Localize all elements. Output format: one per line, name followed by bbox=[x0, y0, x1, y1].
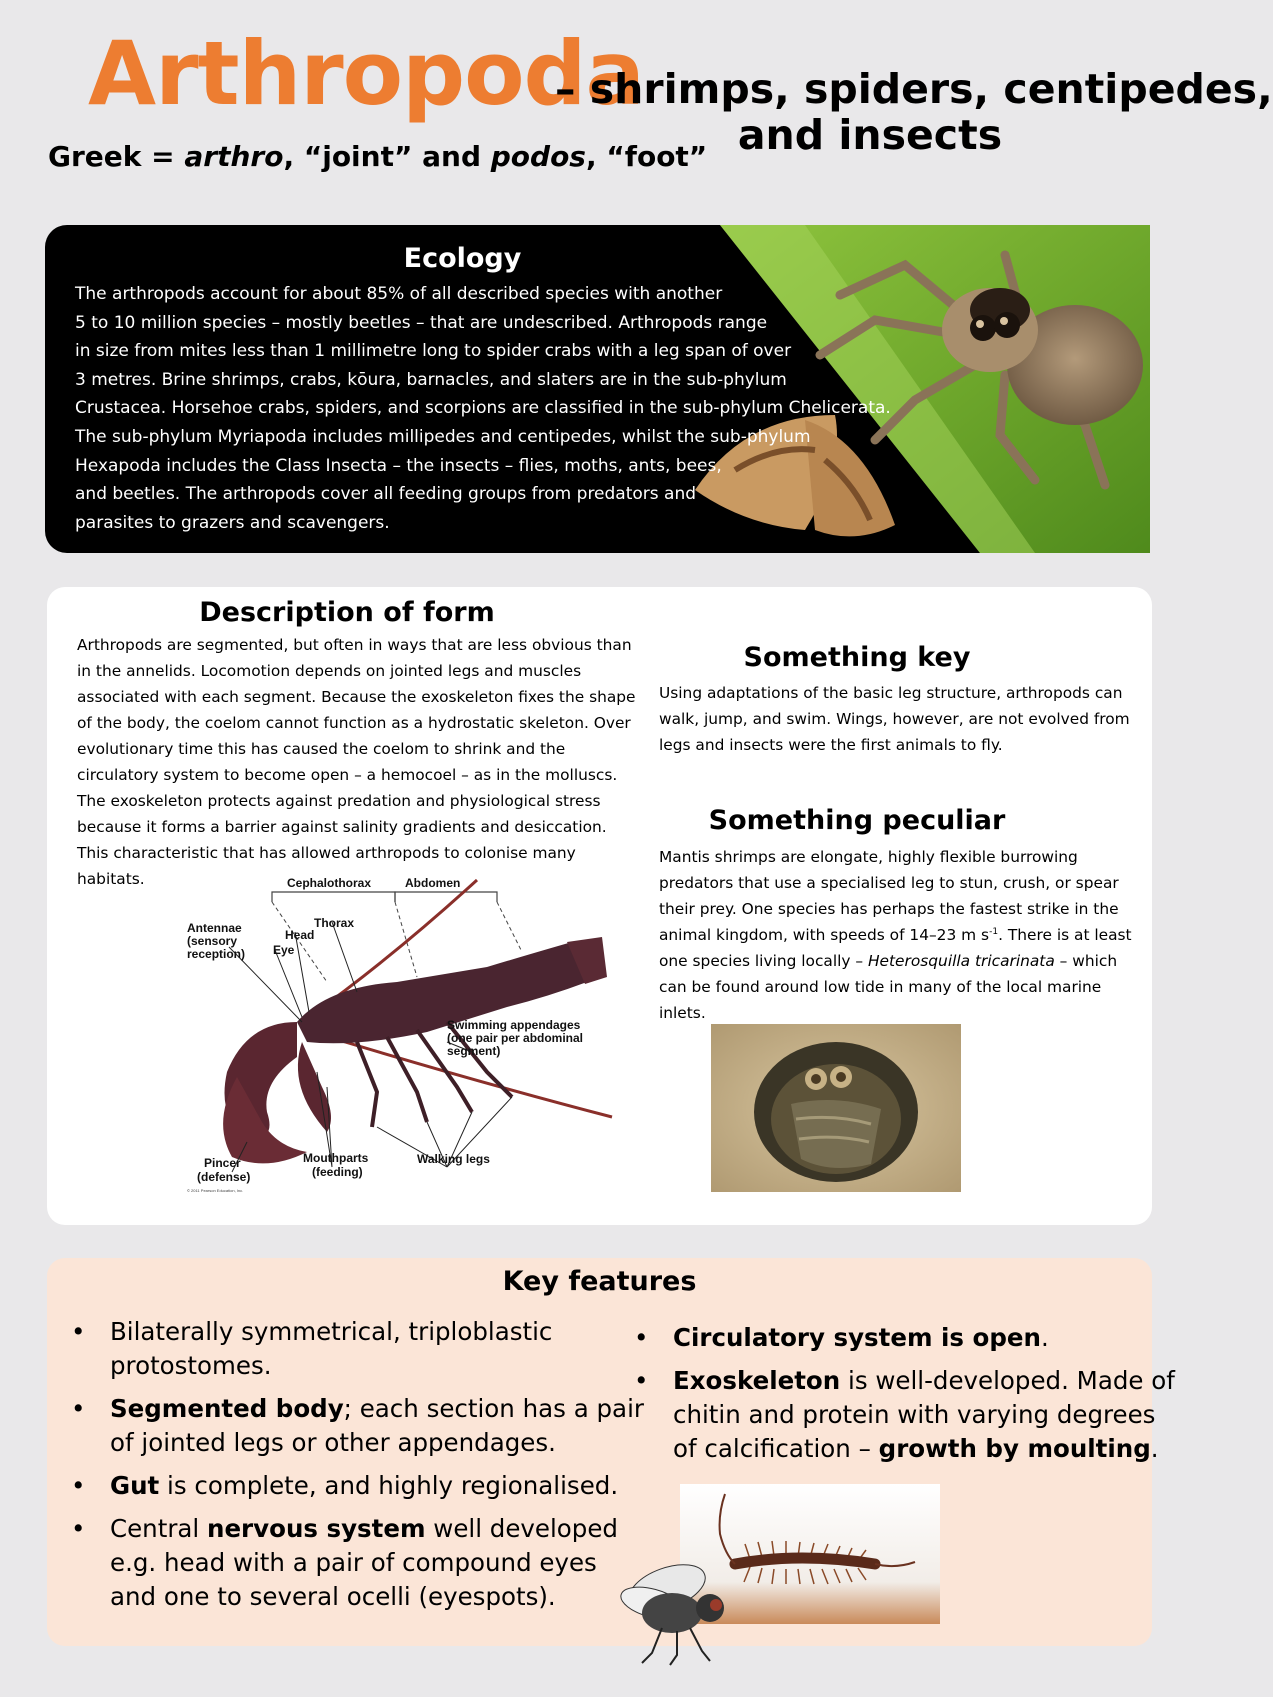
etymology-word: arthro bbox=[184, 140, 284, 173]
something-peculiar-line: predators that use a specialised leg to stun, crush, or spear bbox=[659, 874, 1119, 892]
ecology-panel bbox=[45, 225, 1150, 553]
feature-text: Bilaterally symmetrical, triploblastic bbox=[110, 1317, 553, 1346]
feature-bold: Gut bbox=[110, 1471, 160, 1500]
etymology-prefix: Greek = bbox=[48, 140, 185, 173]
ecology-line: and beetles. The arthropods cover all feeding groups from predators and bbox=[75, 484, 697, 505]
species-name: Heterosquilla tricarinata bbox=[867, 952, 1055, 970]
etymology bbox=[48, 140, 707, 173]
feature-rest: of calcification – bbox=[673, 1434, 879, 1463]
feature-text bbox=[110, 1469, 644, 1503]
label-swimming: Swimming appendages bbox=[447, 1018, 581, 1032]
subtitle-line: and insects bbox=[737, 111, 1003, 159]
feature-item bbox=[47, 1392, 644, 1460]
description-body bbox=[77, 632, 636, 892]
feature-bold: growth by moulting bbox=[878, 1434, 1151, 1463]
label-cephalothorax: Cephalothorax bbox=[287, 876, 372, 890]
something-peculiar-body bbox=[659, 844, 1132, 1026]
key-features-list-left bbox=[47, 1315, 644, 1623]
speed-text: . There is at least bbox=[998, 926, 1132, 944]
bullet: • bbox=[71, 1317, 86, 1346]
feature-rest: ; each section has a pair bbox=[343, 1394, 644, 1423]
mantis-shrimp-photo bbox=[711, 1024, 961, 1192]
bullet: • bbox=[634, 1323, 649, 1352]
speed-text: animal kingdom, with speeds of 14–23 m s bbox=[659, 926, 990, 944]
label-pincer-sub: (defense) bbox=[197, 1170, 251, 1184]
something-key-heading: Something key bbox=[743, 642, 971, 673]
description-line: associated with each segment. Because the exoskeleton fixes the shape bbox=[77, 688, 636, 706]
description-line: because it forms a barrier against salinity gradients and desiccation. bbox=[77, 818, 607, 836]
label-head: Head bbox=[285, 928, 315, 942]
something-peculiar-line: inlets. bbox=[659, 1004, 706, 1022]
bullet: • bbox=[71, 1471, 86, 1500]
something-peculiar-line: can be found around low tide in many of the local marine bbox=[659, 978, 1102, 996]
feature-text bbox=[110, 1512, 644, 1546]
form-panel bbox=[47, 587, 1152, 1225]
bullet: • bbox=[71, 1394, 86, 1423]
subtitle-line: – shrimps, spiders, centipedes, bbox=[555, 65, 1273, 113]
fly-illustration bbox=[592, 1543, 742, 1668]
label-swimming-sub: (one pair per abdominal bbox=[447, 1031, 584, 1045]
feature-text bbox=[673, 1364, 1175, 1398]
description-line: circulatory system to become open – a hemocoel – as in the molluscs. bbox=[77, 766, 618, 784]
label-eye: Eye bbox=[273, 943, 295, 957]
feature-item bbox=[47, 1469, 644, 1503]
key-features-heading: Key features bbox=[502, 1266, 697, 1297]
label-thorax: Thorax bbox=[314, 916, 355, 930]
something-peculiar-heading: Something peculiar bbox=[708, 805, 1006, 836]
feature-text: e.g. head with a pair of compound eyes bbox=[110, 1548, 597, 1577]
feature-bold: Segmented body bbox=[110, 1394, 344, 1423]
ecology-line: The arthropods account for about 85% of all described species with another bbox=[75, 284, 723, 304]
feature-rest: . bbox=[1150, 1434, 1159, 1463]
description-line: Arthropods are segmented, but often in ways that are less obvious than bbox=[77, 636, 632, 654]
label-abdomen: Abdomen bbox=[405, 876, 461, 890]
feature-bold: nervous system bbox=[207, 1514, 426, 1543]
something-peculiar-line: their prey. One species has perhaps the fastest strike in the bbox=[659, 900, 1119, 918]
feature-rest: is well-developed. Made of bbox=[840, 1366, 1175, 1395]
description-line: evolutionary time this has caused the coelom to shrink and the bbox=[77, 740, 566, 758]
diagram-copyright: © 2011 Pearson Education, Inc. bbox=[187, 1188, 244, 1193]
something-key-line: legs and insects were the first animals to fly. bbox=[659, 736, 1003, 754]
lobster-anatomy-diagram bbox=[127, 872, 637, 1217]
ecology-line: Hexapoda includes the Class Insecta – the insects – flies, moths, ants, bees, bbox=[75, 455, 722, 476]
something-peculiar-line bbox=[659, 948, 1132, 974]
feature-bold: Exoskeleton bbox=[673, 1366, 841, 1395]
feature-text bbox=[673, 1321, 1175, 1355]
feature-rest: is complete, and highly regionalised. bbox=[159, 1471, 619, 1500]
something-peculiar-line: Mantis shrimps are elongate, highly flexible burrowing bbox=[659, 848, 1078, 866]
ecology-line: 5 to 10 million species – mostly beetles – that are undescribed. Arthropods range bbox=[75, 312, 768, 333]
bullet: • bbox=[634, 1366, 649, 1395]
ecology-line: parasites to grazers and scavengers. bbox=[75, 512, 390, 533]
description-line: This characteristic that has allowed arthropods to colonise many bbox=[77, 844, 576, 862]
label-pincer: Pincer bbox=[204, 1156, 241, 1170]
something-peculiar-line bbox=[659, 922, 1132, 948]
feature-text bbox=[110, 1392, 644, 1426]
ecology-line: 3 metres. Brine shrimps, crabs, kōura, barnacles, and slaters are in the sub-phylum bbox=[75, 369, 787, 390]
feature-bold: Circulatory system is open bbox=[673, 1323, 1041, 1352]
ecology-heading: Ecology bbox=[403, 243, 522, 274]
description-line: in the annelids. Locomotion depends on jointed legs and muscles bbox=[77, 662, 582, 680]
feature-item bbox=[610, 1321, 1175, 1355]
description-heading: Description of form bbox=[199, 597, 495, 628]
something-key-line: Using adaptations of the basic leg structure, arthropods can bbox=[659, 684, 1123, 702]
page-title: Arthropoda bbox=[88, 22, 644, 125]
etymology-word: podos bbox=[490, 140, 586, 173]
key-features-panel bbox=[47, 1258, 1175, 1646]
ecology-line: in size from mites less than 1 millimetre long to spider crabs with a leg span of over bbox=[75, 341, 792, 362]
label-swimming-sub: segment) bbox=[447, 1044, 501, 1058]
something-key-body bbox=[659, 680, 1130, 758]
feature-text: and one to several ocelli (eyespots). bbox=[110, 1582, 556, 1611]
feature-item bbox=[47, 1315, 644, 1383]
something-key-line: walk, jump, and swim. Wings, however, are not evolved from bbox=[659, 710, 1130, 728]
speed-unit-exponent: -1 bbox=[989, 926, 999, 937]
label-antennae-sub: reception) bbox=[187, 947, 246, 961]
ecology-line: The sub-phylum Myriapoda includes millipedes and centipedes, whilst the sub-phylum bbox=[75, 426, 811, 447]
feature-text: protostomes. bbox=[110, 1351, 272, 1380]
label-antennae-sub: (sensory bbox=[187, 934, 238, 948]
description-line: of the body, the coelom cannot function as a hydrostatic skeleton. Over bbox=[77, 714, 631, 732]
label-mouthparts: Mouthparts bbox=[303, 1151, 369, 1165]
label-antennae: Antennae bbox=[187, 921, 242, 935]
etymology-text: , “foot” bbox=[585, 140, 708, 173]
feature-rest: well developed bbox=[425, 1514, 618, 1543]
description-line: The exoskeleton protects against predation and physiological stress bbox=[77, 792, 601, 810]
feature-text: of jointed legs or other appendages. bbox=[110, 1428, 556, 1457]
ecology-line: Crustacea. Horsehoe crabs, spiders, and scorpions are classified in the sub-phylum Chelicerata. bbox=[75, 398, 891, 419]
species-text: – which bbox=[1054, 952, 1118, 970]
feature-item bbox=[47, 1512, 644, 1614]
feature-item bbox=[610, 1364, 1175, 1466]
etymology-text: , “joint” and bbox=[283, 140, 491, 173]
feature-text: chitin and protein with varying degrees bbox=[673, 1400, 1156, 1429]
key-features-list-right bbox=[610, 1321, 1175, 1475]
feature-text bbox=[673, 1432, 1175, 1466]
description-line: habitats. bbox=[77, 870, 145, 888]
label-mouthparts-sub: (feeding) bbox=[312, 1165, 363, 1179]
ecology-body bbox=[75, 280, 891, 537]
species-text: one species living locally – bbox=[659, 952, 868, 970]
feature-rest: Central bbox=[110, 1514, 207, 1543]
bullet: • bbox=[71, 1514, 86, 1543]
feature-rest: . bbox=[1040, 1323, 1049, 1352]
label-walking-legs: Walking legs bbox=[417, 1152, 490, 1166]
